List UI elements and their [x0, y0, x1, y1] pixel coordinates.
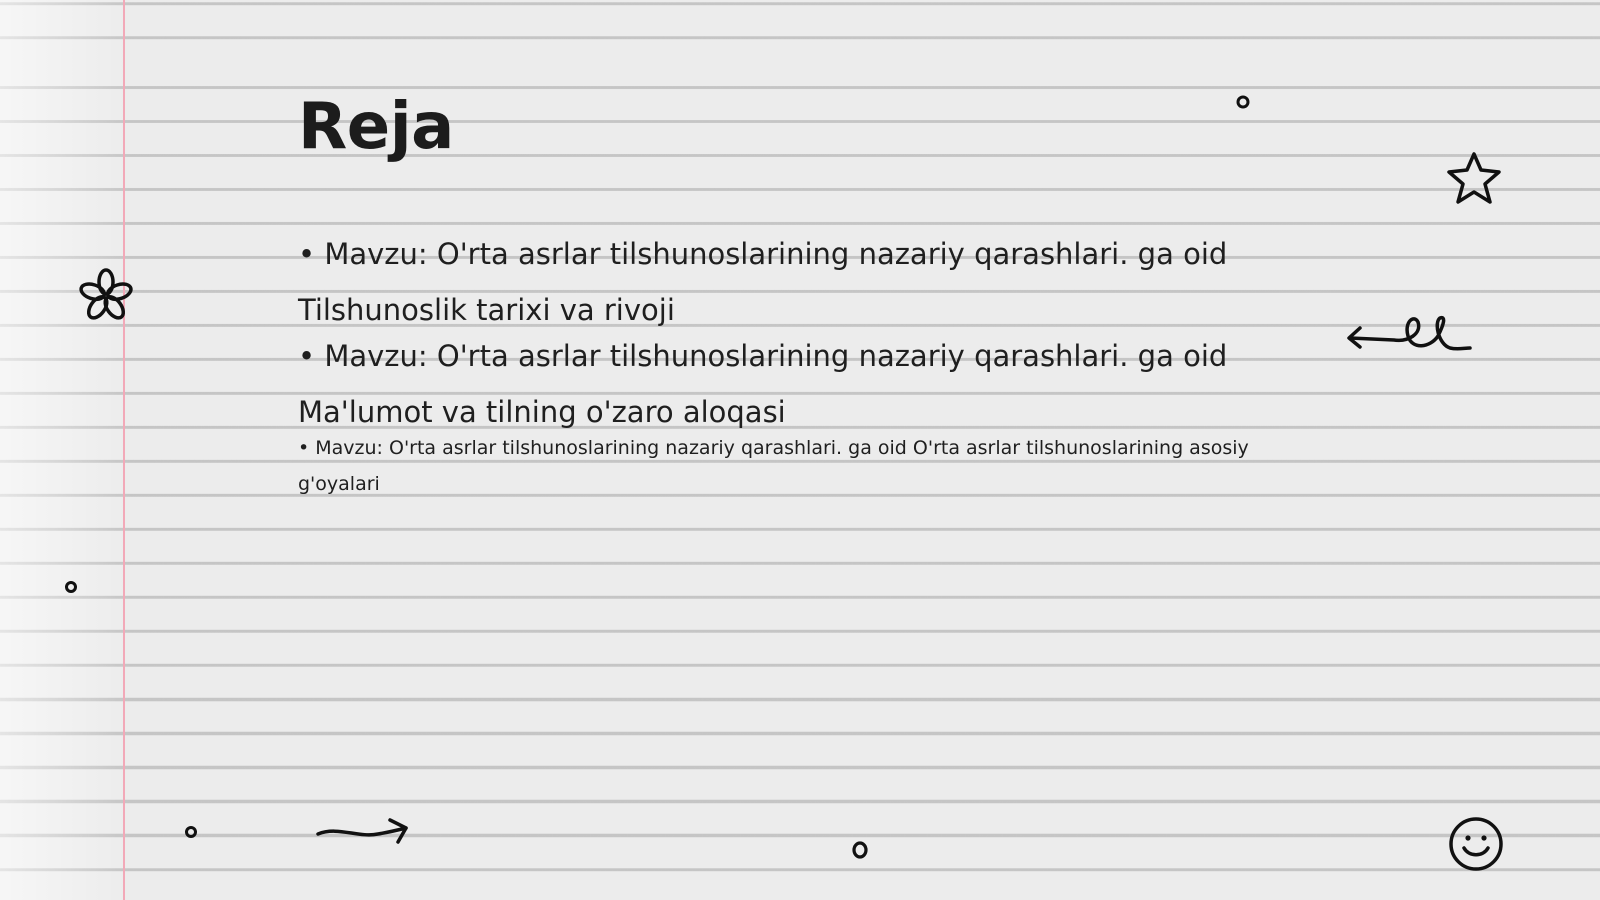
star-icon	[1444, 150, 1504, 206]
agenda-list	[298, 226, 1258, 502]
bullet: •	[298, 339, 325, 373]
loop-arrow-icon	[1346, 314, 1476, 362]
list-item	[298, 226, 1258, 338]
circle-dot-icon	[63, 579, 79, 595]
circle-dot-icon	[183, 824, 199, 840]
circle-dot-icon	[850, 840, 870, 860]
bullet: •	[298, 237, 325, 271]
bullet: •	[298, 437, 316, 459]
curved-arrow-icon	[316, 814, 412, 850]
item-topic: Ma'lumot va tilning o'zaro aloqasi	[298, 395, 786, 429]
item-prefix: Mavzu: O'rta asrlar tilshunoslarining nazariy qarashlari. ga oid	[324, 339, 1228, 373]
flower-icon	[78, 268, 134, 324]
list-item	[298, 328, 1258, 440]
smiley-icon	[1447, 815, 1505, 873]
item-prefix: Mavzu: O'rta asrlar tilshunoslarining nazariy qarashlari. ga oid	[315, 437, 907, 459]
item-topic: Tilshunoslik tarixi va rivoji	[298, 293, 675, 327]
circle-dot-icon	[1235, 94, 1251, 110]
item-prefix: Mavzu: O'rta asrlar tilshunoslarining nazariy qarashlari. ga oid	[324, 237, 1228, 271]
item-topic: O'rta asrlar tilshunoslarining asosiy g'oyalari	[298, 437, 1249, 495]
slide-title: Reja	[298, 90, 454, 164]
list-item	[298, 430, 1258, 502]
margin-line	[123, 0, 125, 900]
